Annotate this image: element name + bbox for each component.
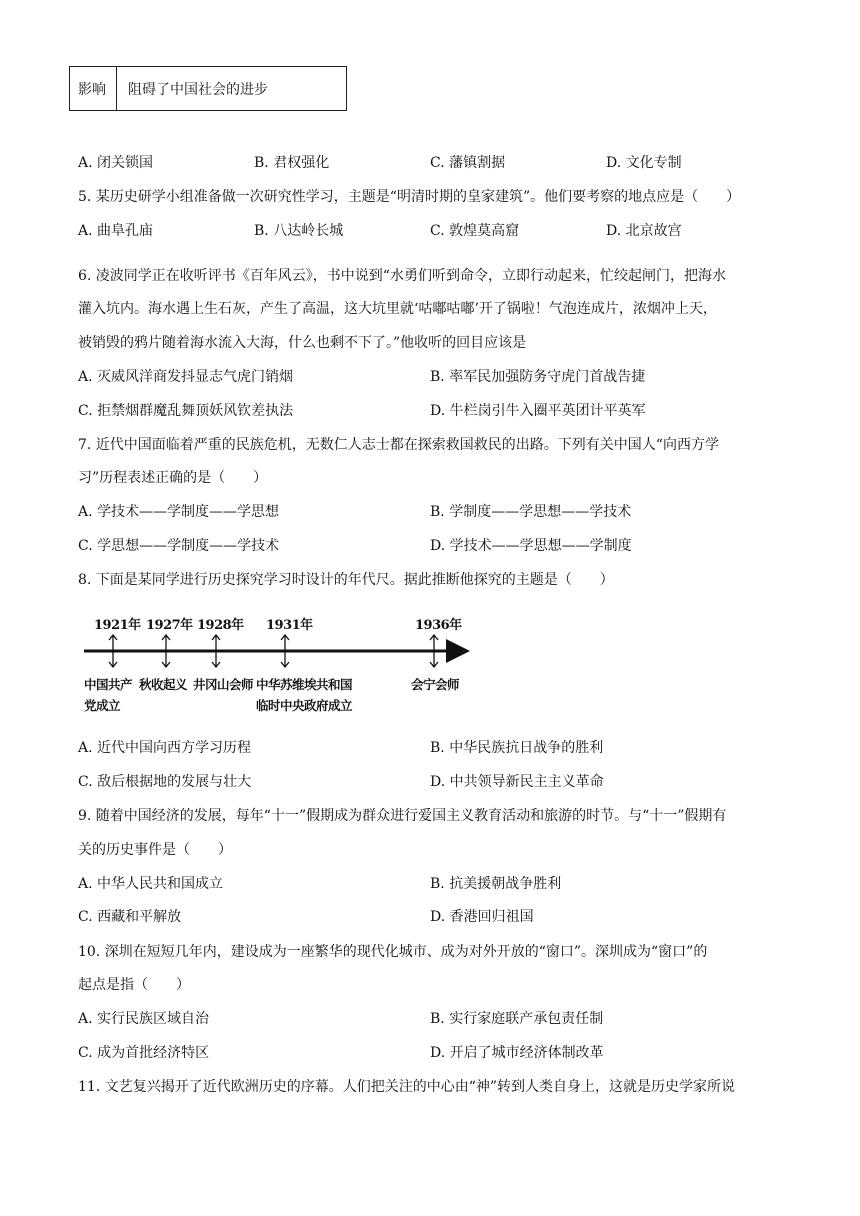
q9-line-1: 9. 随着中国经济的发展，每年“十一”假期成为群众进行爱国主义教育活动和旅游的时节。与“十一”假期有 — [78, 808, 727, 824]
q7-option-c: C. 学思想——学制度——学技术 — [78, 538, 280, 554]
q8-option-a: A. 近代中国向西方学习历程 — [78, 740, 252, 756]
timeline-year-1928: 1928年 — [197, 618, 244, 633]
q9-option-b: B. 抗美援朝战争胜利 — [430, 876, 562, 892]
timeline-year-1931: 1931年 — [266, 618, 313, 633]
q4-option-c: C. 藩镇割据 — [430, 155, 506, 171]
q5-option-d: D. 北京故宫 — [606, 223, 682, 239]
q11-line-1: 11. 文艺复兴揭开了近代欧洲历史的序幕。人们把关注的中心由“神”转到人类自身上，这就是历史学家所说 — [78, 1079, 736, 1095]
q6-line-3: 被销毁的鸦片随着海水流入大海，什么也剩不下了。”他收听的回目应该是 — [78, 335, 527, 351]
q9-option-a: A. 中华人民共和国成立 — [78, 876, 224, 892]
q6-option-d: D. 牛栏岗引牛入圈平英团计平英军 — [430, 403, 646, 419]
q6-line-1: 6. 凌波同学正在收听评书《百年风云》，书中说到“水勇们听到命令，立即行动起来，忙绞起闸门，把海水 — [78, 268, 726, 284]
timeline-event-cpc-1: 中国共产 — [84, 677, 133, 692]
q9-option-c: C. 西藏和平解放 — [78, 909, 182, 925]
q10-line-2: 起点是指（ ） — [78, 977, 190, 993]
q6-option-a: A. 灭威风洋商发抖显志气虎门销烟 — [78, 369, 294, 385]
timeline-event-huining: 会宁会师 — [411, 677, 460, 692]
timeline-event-soviet-2: 临时中央政府成立 — [256, 698, 353, 713]
timeline-figure — [80, 608, 480, 718]
timeline-event-soviet-1: 中华苏维埃共和国 — [256, 677, 353, 692]
q8-option-c: C. 敌后根据地的发展与壮大 — [78, 774, 252, 790]
influence-table — [69, 66, 347, 111]
timeline-event-cpc-2: 党成立 — [84, 698, 121, 713]
q4-option-b: B. 君权强化 — [254, 155, 330, 171]
q5-option-c: C. 敦煌莫高窟 — [430, 223, 520, 239]
q10-option-b: B. 实行家庭联产承包责任制 — [430, 1011, 604, 1027]
timeline-year-1927: 1927年 — [146, 618, 193, 633]
q9-option-d: D. 香港回归祖国 — [430, 909, 534, 925]
q7-option-b: B. 学制度——学思想——学技术 — [430, 504, 632, 520]
timeline-event-jinggangshan: 井冈山会师 — [193, 677, 254, 692]
q6-line-2: 灌入坑内。海水遇上生石灰，产生了高温，这大坑里就‘咕嘟咕嘟’开了锅啦！气泡连成片，浓烟冲上天， — [78, 301, 717, 317]
q5-option-b: B. 八达岭长城 — [254, 223, 344, 239]
q4-option-a: A. 闭关锁国 — [78, 155, 154, 171]
timeline-event-autumn-harvest: 秋收起义 — [139, 677, 188, 692]
q5-option-a: A. 曲阜孔庙 — [78, 223, 154, 239]
q7-option-a: A. 学技术——学制度——学思想 — [78, 504, 280, 520]
table-value: 阻碍了中国社会的进步 — [128, 82, 268, 98]
q8-option-b: B. 中华民族抗日战争的胜利 — [430, 740, 604, 756]
q9-line-2: 关的历史事件是（ ） — [78, 842, 232, 858]
q6-option-c: C. 拒禁烟群魔乱舞顶妖风钦差执法 — [78, 403, 294, 419]
q10-option-c: C. 成为首批经济特区 — [78, 1045, 210, 1061]
q7-line-1: 7. 近代中国面临着严重的民族危机，无数仁人志士都在探索救国救民的出路。下列有关中国人“向西方学 — [78, 437, 719, 453]
q7-line-2: 习”历程表述正确的是（ ） — [78, 470, 268, 486]
timeline-year-1921: 1921年 — [94, 618, 141, 633]
q8-option-d: D. 中共领导新民主主义革命 — [430, 774, 604, 790]
q10-line-1: 10. 深圳在短短几年内，建设成为一座繁华的现代化城市、成为对外开放的“窗口”。深圳成为“窗口”的 — [78, 944, 708, 960]
q4-option-d: D. 文化专制 — [606, 155, 682, 171]
q7-option-d: D. 学技术——学思想——学制度 — [430, 538, 632, 554]
timeline-year-1936: 1936年 — [415, 618, 462, 633]
q10-option-a: A. 实行民族区域自治 — [78, 1011, 210, 1027]
table-label: 影响 — [78, 82, 106, 98]
q5-stem: 5. 某历史研学小组准备做一次研究性学习，主题是“明清时期的皇家建筑”。他们要考察的地点应是（ ） — [78, 189, 741, 205]
q10-option-d: D. 开启了城市经济体制改革 — [430, 1045, 604, 1061]
q8-stem: 8. 下面是某同学进行历史探究学习时设计的年代尺。据此推断他探究的主题是（ ） — [78, 572, 614, 588]
q6-option-b: B. 率军民加强防务守虎门首战告捷 — [430, 369, 646, 385]
